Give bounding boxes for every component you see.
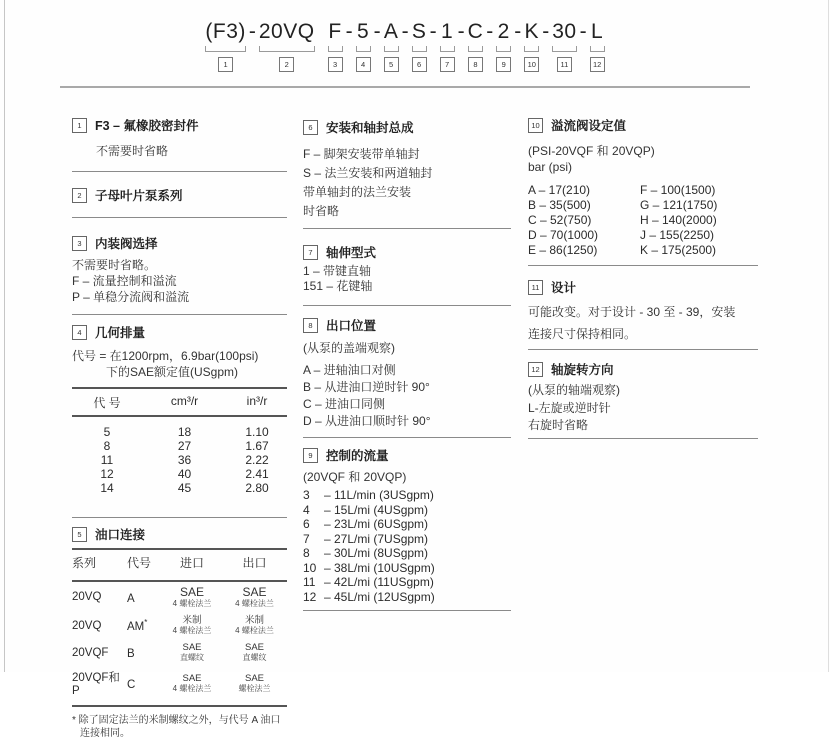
setting-value: H – 140(2000) [640,213,717,227]
table-cell: 27 [177,439,192,453]
body-line: F – 脚架安装带单轴封 [303,147,420,161]
section-subtitle: (PSI-20VQF 和 20VQP) [528,144,655,158]
code-segment-text: (F3) [205,20,246,43]
port-code-sup: * [144,618,148,628]
section-header [528,278,758,296]
code-number-box: 9 [496,57,511,72]
code-number-box: 4 [356,57,371,72]
flow-code: 7 [303,531,310,546]
table-cell [127,590,162,605]
section-header [72,525,287,543]
section-header [303,446,511,464]
code-number-box: 12 [590,57,605,72]
code-number-box: 2 [279,57,294,72]
section-body [303,145,511,221]
section-body [528,183,758,258]
code-segment-text: S [411,20,427,43]
inlet-line: 4 螺栓法兰 [172,626,212,635]
column-header: in³/r [246,394,268,408]
table-cell: 2.41 [245,467,269,481]
setting-pair [528,198,758,213]
flow-desc: – 27L/mi (7USgpm) [324,531,429,546]
code-segment-text: F [328,20,342,43]
section-number-box: 6 [303,120,318,135]
code-segment-text: C [467,20,484,43]
section-displacement [72,315,287,518]
table-cell: 12 [100,467,114,481]
body-line: 连接尺寸保持相同。 [528,327,637,341]
column-right [528,108,758,439]
section-title: 几何排量 [95,326,146,340]
body-line: 可能改变。对于设计 - 30 至 - 39，安装 [528,305,736,319]
table-cell: 20VQF [72,646,109,659]
column-header: cm³/r [170,394,199,408]
inlet-line: 米制 [182,615,202,626]
table-cell: 1.10 [245,425,269,439]
setting-value: B – 35(500) [528,198,591,212]
code-segment [440,20,455,72]
body-line: 不需要时省略 [96,144,169,158]
table-header-row [72,389,287,415]
section-title: 油口连接 [95,528,146,542]
section-body [303,362,511,430]
code-separator: - [486,20,494,43]
column-header: 代号 [127,556,152,570]
section-title: 内装阀选择 [95,237,158,251]
code-segment-text: K [524,20,539,43]
code-bracket [552,46,576,52]
table-cell [162,615,222,636]
port-code: A [127,592,135,605]
section-number-box: 10 [528,118,543,133]
column-middle [303,108,511,611]
section-title: 安装和轴封总成 [326,121,414,135]
setting-value: J – 155(2250) [640,228,715,242]
section-port-connections [72,518,287,740]
inlet-line: SAE [182,672,202,684]
page-edge-line [828,0,829,672]
table-cell [127,618,162,633]
setting-value: K – 175(2500) [640,243,717,257]
section-number-box: 12 [528,362,543,377]
section-subtitle: (20VQF 和 20VQP) [303,470,407,484]
code-number-box: 10 [524,57,539,72]
section-title: 子母叶片泵系列 [95,189,183,203]
body-line: 1 – 带键直轴 [303,264,372,278]
footnote [72,714,287,740]
code-bracket [496,46,511,52]
table-cell [222,673,287,694]
setting-value: E – 86(1250) [528,243,598,257]
section-number-box: 11 [528,280,543,295]
code-segment-text: 30 [552,20,577,43]
column-header: 代 号 [93,396,121,410]
table-cell: 20VQ [72,591,102,603]
section-number-box: 2 [72,188,87,203]
table-cell: 20VQF和P [72,672,120,697]
section-number-box: 7 [303,245,318,260]
setting-pair [528,183,758,198]
outlet-line: 4 螺栓法兰 [235,599,274,608]
table-rule [72,705,287,707]
section-header [303,118,511,136]
body-line: 右旋时省略 [528,418,589,432]
column-left [72,108,287,740]
table-cell: 8 [103,439,111,453]
inlet-line: 4 螺栓法兰 [172,599,212,608]
code-separator: - [345,20,353,43]
table-cell: 36 [177,453,192,467]
section-number-box: 8 [303,318,318,333]
outlet-line: 米制 [244,615,264,626]
outlet-line: SAE [244,642,264,653]
section-title: 控制的流量 [326,449,389,463]
page-edge-line [4,0,5,672]
section-body [303,264,511,294]
column-header: 进口 [179,556,204,570]
table-row [72,612,287,639]
section-body [528,382,758,435]
table-cell [222,642,287,663]
body-line: 带单轴封的法兰安装 [303,185,412,199]
table-cell: 40 [177,467,192,481]
code-separator: - [401,20,409,43]
section-integral-valve [72,218,287,315]
setting-value: A – 17(210) [528,183,591,197]
code-bracket [259,46,315,52]
code-separator: - [542,20,550,43]
setting-value: F – 100(1500) [640,183,716,197]
table-row [72,481,287,495]
flow-code: 10 [303,560,317,575]
code-number-box: 3 [328,57,343,72]
table-row [72,582,287,612]
body-line: L-左旋或逆时针 [528,400,611,415]
section-shaft-type [303,229,511,306]
section-title: 设计 [551,281,577,295]
section-header [528,116,758,134]
code-bracket [590,46,605,52]
body-line: D – 从进油口顺时针 90° [303,414,431,428]
table-cell [127,645,162,660]
flow-item [303,532,511,547]
table-header-row [72,550,287,575]
body-line: A – 进轴油口对侧 [303,363,396,377]
table-row [72,439,287,453]
outlet-line: 直螺纹 [242,653,267,662]
outlet-line: SAE [242,585,267,599]
code-segment [259,20,315,72]
column-header: 系列 [72,556,97,570]
table-cell [162,673,222,694]
body-line: 下的SAE额定值(USgpm) [106,365,239,379]
code-segment [356,20,371,72]
port-code: C [127,678,136,691]
code-bracket [524,46,539,52]
table-cell: 1.67 [245,439,269,453]
table-cell [162,585,222,609]
setting-value: D – 70(1000) [528,228,599,242]
code-segment [412,20,427,72]
code-number-box: 11 [557,57,572,72]
flow-item [303,546,511,561]
body-line: (从泵的轴端观察) [528,383,620,397]
section-title: 出口位置 [326,319,377,333]
code-number-box: 5 [384,57,399,72]
flow-item [303,503,511,518]
flow-code: 11 [303,575,316,589]
inlet-line: SAE [179,585,204,599]
table-body [72,417,287,495]
table-cell [222,585,287,609]
section-number-box: 9 [303,448,318,463]
section-subtitle: bar (psi) [528,160,573,174]
displacement-table [72,387,287,495]
code-segment [496,20,511,72]
body-line: C – 进油口同侧 [303,397,386,411]
table-cell [162,642,222,663]
flow-code: 6 [303,517,310,531]
flow-desc: – 30L/mi (8USgpm) [324,546,429,560]
code-number-box: 6 [412,57,427,72]
table-cell: 5 [103,425,111,439]
section-header [72,116,287,134]
code-bracket [468,46,484,52]
section-header [72,234,287,252]
code-separator: - [514,20,522,43]
footnote-line: 连接相同。 [80,728,130,739]
body-line: B – 从进油口逆时针 90° [303,380,430,394]
flow-code: 12 [303,589,317,604]
port-code: B [127,647,135,660]
flow-code: 8 [303,546,310,560]
section-controlled-flow [303,438,511,611]
code-separator: - [429,20,437,43]
flow-item [303,575,511,590]
section-outlet-position [303,306,511,438]
outlet-line: 螺栓法兰 [238,683,271,693]
code-segment-text: A [383,20,399,43]
section-relief-valve-settings [528,108,758,266]
model-code [0,20,810,72]
section-body [72,348,287,380]
section-body [303,488,511,604]
table-cell: 14 [100,481,114,495]
code-segment [590,20,605,72]
section-number-box: 1 [72,118,87,133]
code-segment [205,20,246,72]
flow-item [303,561,511,576]
code-segment [328,20,343,72]
code-separator: - [373,20,381,43]
flow-desc: – 45L/mi (12USgpm) [324,589,435,604]
section-f3-seals [72,108,287,172]
code-separator: - [248,20,256,43]
section-header [303,316,511,334]
flow-item [303,488,511,503]
section-header [72,186,287,204]
code-bracket [356,46,371,52]
code-bracket [328,46,343,52]
section-pump-series [72,172,287,218]
section-number-box: 4 [72,325,87,340]
section-number-box: 5 [72,527,87,542]
table-row [72,453,287,467]
flow-code: 4 [303,502,310,517]
column-header: 出口 [242,556,267,570]
section-header [303,243,511,261]
body-line: F – 流量控制和溢流 [72,274,177,288]
body-line: 151 – 花键轴 [303,279,373,293]
section-body [72,257,287,305]
section-shaft-rotation [528,350,758,439]
table-cell [127,676,162,691]
flow-item [303,590,511,605]
section-title: 轴伸型式 [326,246,377,260]
table-cell: 2.80 [245,481,269,495]
flow-item [303,517,511,532]
table-cell: 11 [100,453,114,467]
code-bracket [440,46,455,52]
setting-pair [528,228,758,243]
code-bracket [205,46,246,52]
flow-code: 3 [303,488,310,502]
code-segment-text: L [591,20,604,43]
code-segment-text: 20VQ [258,20,315,43]
code-separator: - [579,20,587,43]
table-cell: 18 [177,425,192,439]
header-divider [60,86,750,88]
footnote-line: * 除了固定法兰的米制螺纹之外，与代号 A 油口 [72,715,281,726]
section-header [528,360,758,378]
outlet-line: SAE [244,672,264,684]
setting-value: G – 121(1750) [640,198,718,212]
code-number-box: 7 [440,57,455,72]
setting-pair [528,243,758,258]
section-title: 轴旋转方向 [551,363,614,377]
inlet-line: SAE [182,642,202,653]
code-bracket [384,46,399,52]
table-row [72,425,287,439]
section-header [72,323,287,341]
port-code: AM [127,620,145,633]
code-segment [524,20,539,72]
code-bracket [412,46,427,52]
section-subtitle: (从泵的盖端观察) [303,341,395,355]
table-cell: 2.22 [245,453,269,467]
outlet-line: 4 螺栓法兰 [235,626,274,635]
code-separator: - [457,20,465,43]
code-segment-text: 5 [356,20,370,43]
flow-desc: – 15L/mi (4USgpm) [324,502,429,517]
section-mounting-seal [303,108,511,229]
inlet-line: 4 螺栓法兰 [172,683,212,693]
section-number-box: 3 [72,236,87,251]
code-segment [468,20,484,72]
body-line: P – 单稳分流阀和溢流 [72,290,190,304]
code-number-box: 8 [468,57,483,72]
table-cell: 20VQ [72,619,102,632]
table-row [72,639,287,666]
section-body [528,301,758,345]
flow-desc: – 38L/mi (10USgpm) [324,560,435,575]
table-cell: 45 [177,481,192,495]
body-line: S – 法兰安装和两道轴封 [303,166,433,180]
setting-value: C – 52(750) [528,213,592,227]
body-line: 代号 = 在1200rpm，6.9bar(100psi) [72,349,259,363]
section-design [528,266,758,350]
setting-pair [528,213,758,228]
flow-desc: – 42L/mi (11USgpm) [324,575,434,589]
flow-desc: – 23L/mi (6USgpm) [324,517,429,531]
flow-desc: – 11L/min (3USgpm) [324,488,434,502]
body-line: 时省略 [303,204,340,218]
section-title: 溢流阀设定值 [551,119,627,133]
code-segment-text: 2 [497,20,510,43]
table-cell [222,615,287,636]
code-number-box: 1 [218,57,233,72]
inlet-line: 直螺纹 [180,653,204,662]
table-row [72,666,287,700]
code-segment [384,20,399,72]
body-line: 不需要时省略。 [72,258,157,272]
section-title: F3 – 氟橡胶密封件 [95,119,199,133]
code-segment-text: 1 [440,20,454,43]
code-segment [552,20,576,72]
table-row [72,467,287,481]
